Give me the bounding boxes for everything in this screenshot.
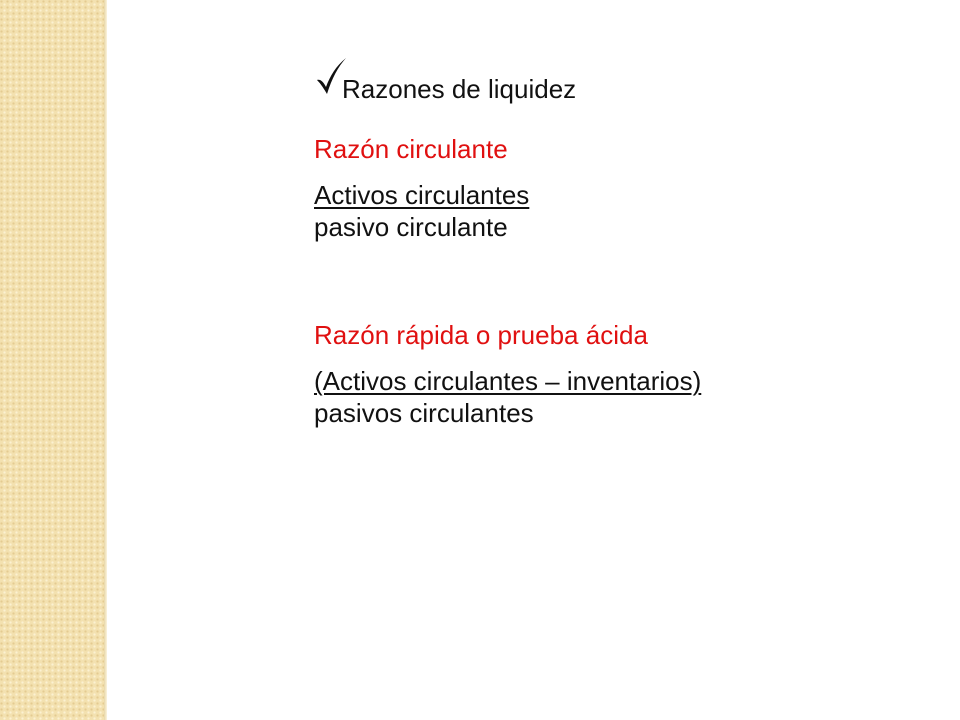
- quick-ratio-numerator: (Activos circulantes – inventarios): [314, 366, 702, 396]
- heading-text: Razones de liquidez: [342, 74, 577, 104]
- current-ratio-title: Razón circulante: [314, 134, 508, 164]
- current-ratio-denominator: pasivo circulante: [314, 212, 508, 242]
- quick-ratio-title: Razón rápida o prueba ácida: [314, 320, 648, 350]
- current-ratio-formula: [314, 180, 914, 242]
- current-ratio-numerator: Activos circulantes: [314, 180, 530, 210]
- quick-ratio-denominator: pasivos circulantes: [314, 398, 534, 428]
- decorative-sidebar: [0, 0, 104, 720]
- quick-ratio-formula: [314, 366, 914, 428]
- sidebar-edge: [104, 0, 107, 720]
- slide-heading: [314, 56, 914, 106]
- slide-content: [314, 56, 914, 428]
